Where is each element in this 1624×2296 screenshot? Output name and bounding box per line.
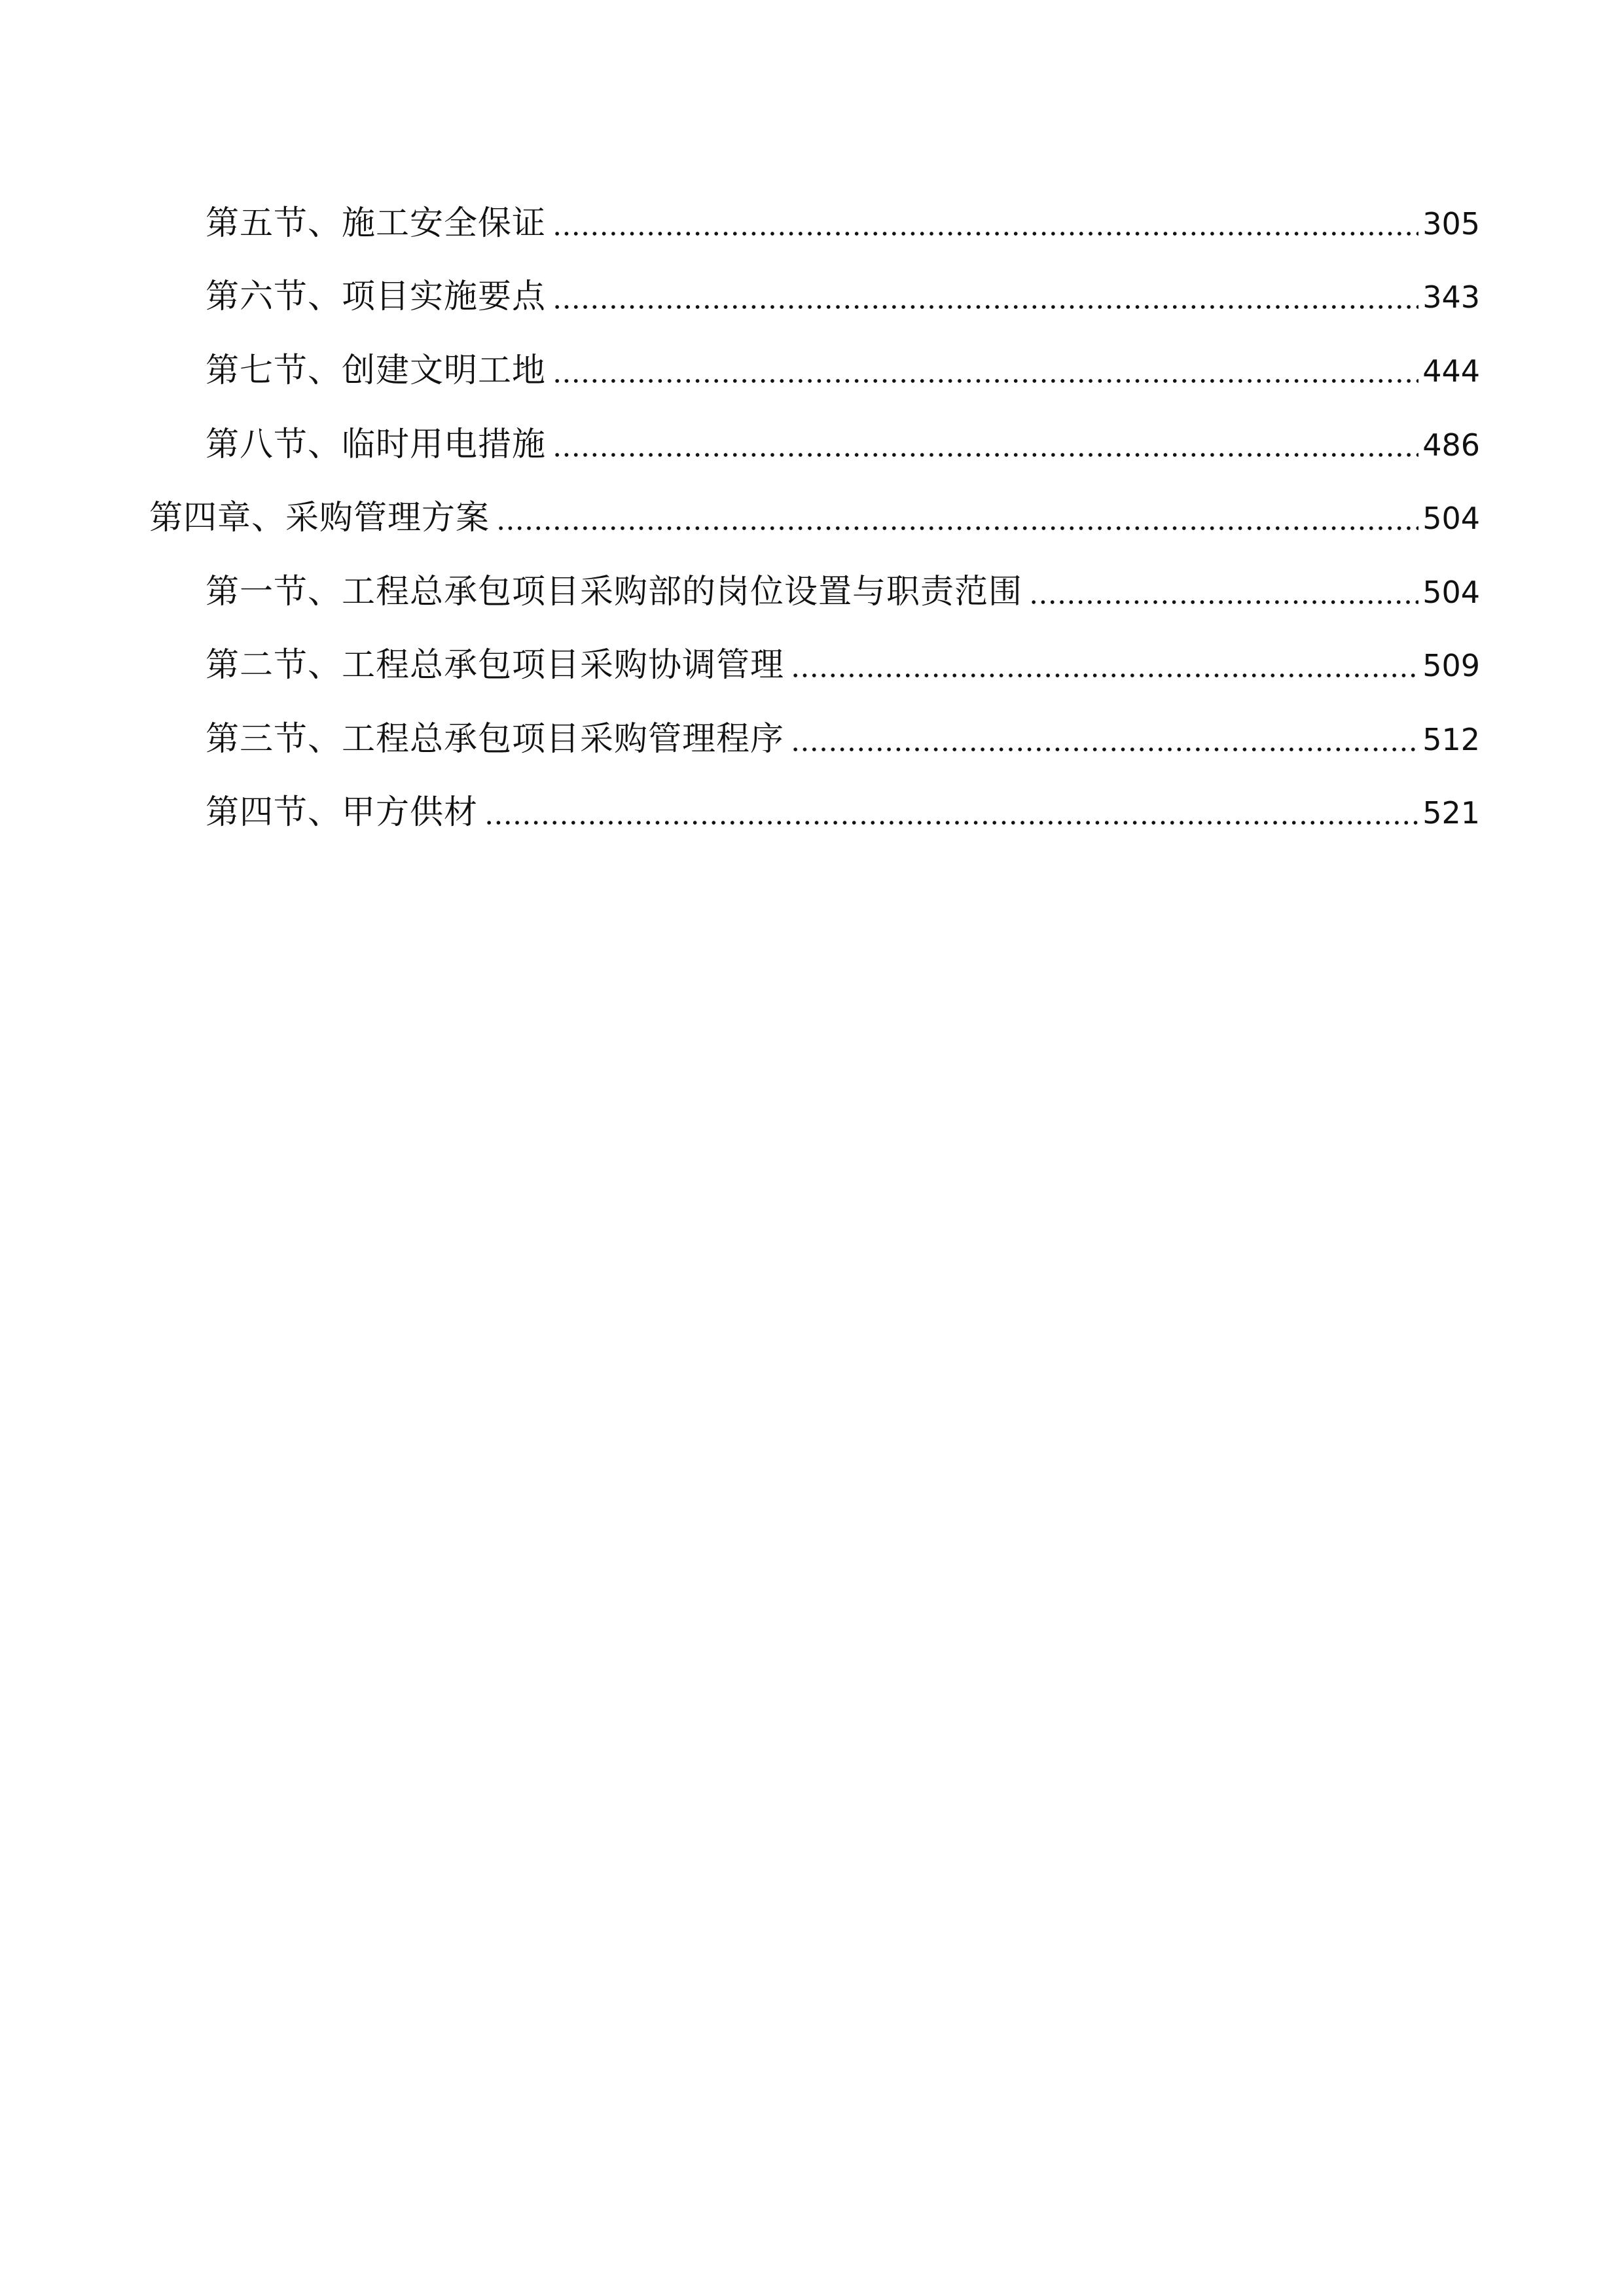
toc-entry-page-number: 509: [1422, 648, 1480, 683]
toc-chapter-entry[interactable]: [149, 491, 1480, 546]
toc-entry-page-number: 444: [1422, 353, 1480, 389]
toc-entry[interactable]: [206, 565, 1480, 620]
toc-entry-title: 第四章、采购管理方案: [149, 499, 490, 537]
toc-entry-page-number: 343: [1422, 279, 1480, 315]
dot-leader: [552, 230, 1418, 237]
toc-entry[interactable]: [206, 712, 1480, 767]
toc-entry[interactable]: [206, 196, 1480, 251]
toc-entry-title: 第一节、工程总承包项目采购部的岗位设置与职责范围: [206, 573, 1023, 611]
toc-entry-title: 第三节、工程总承包项目采购管理程序: [206, 720, 785, 759]
toc-entry[interactable]: [206, 270, 1480, 325]
toc-entry-title: 第六节、项目实施要点: [206, 278, 547, 316]
toc-entry-page-number: 521: [1422, 795, 1480, 831]
toc-entry-page-number: 305: [1422, 206, 1480, 242]
toc-entry[interactable]: [206, 344, 1480, 399]
toc-entry[interactable]: [206, 638, 1480, 693]
toc-entry-title: 第二节、工程总承包项目采购协调管理: [206, 646, 785, 685]
toc-entry-page-number: 486: [1422, 427, 1480, 463]
toc-entry-title: 第五节、施工安全保证: [206, 204, 547, 243]
dot-leader: [1029, 599, 1418, 605]
dot-leader: [552, 304, 1418, 310]
dot-leader: [791, 746, 1418, 753]
dot-leader: [791, 672, 1418, 679]
dot-leader: [484, 819, 1418, 826]
toc-entry-page-number: 512: [1422, 722, 1480, 757]
dot-leader: [552, 378, 1418, 384]
dot-leader: [552, 452, 1418, 458]
toc-entry[interactable]: [206, 785, 1480, 840]
toc-entry-page-number: 504: [1422, 501, 1480, 536]
toc-entry-page-number: 504: [1422, 575, 1480, 610]
dot-leader: [496, 525, 1418, 531]
toc-entry[interactable]: [206, 418, 1480, 473]
toc-entry-title: 第四节、甲方供材: [206, 793, 478, 832]
toc-entry-title: 第八节、临时用电措施: [206, 425, 547, 464]
toc-entry-title: 第七节、创建文明工地: [206, 351, 547, 390]
